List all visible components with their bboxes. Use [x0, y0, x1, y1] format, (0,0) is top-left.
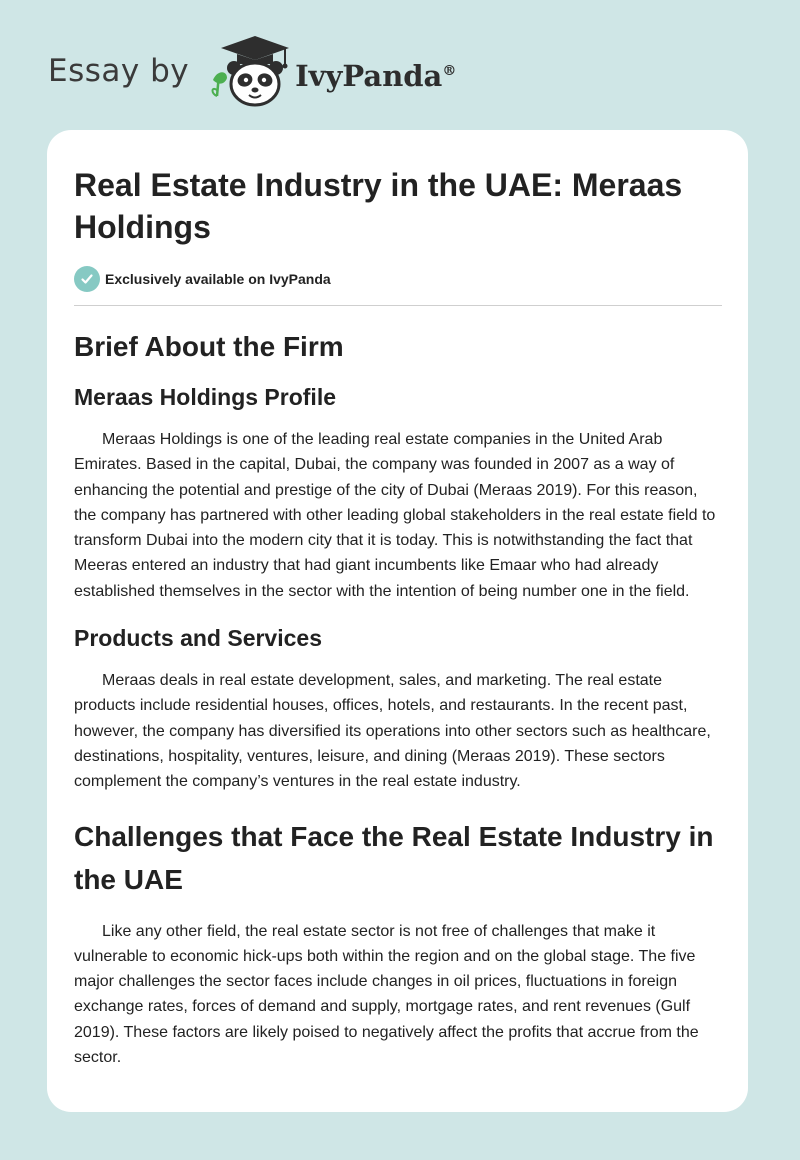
paragraph-challenges: Like any other field, the real estate sector is not free of challenges that make it vulnerable to economic hick-ups both within the region and on the global stage. The five major challenges the sector faces include changes in oil prices, fluctuations in foreign exchange rates, forces of demand and supply, mortgage rates, and rent revenues (Gulf 2019). These factors are likely poised to negatively affect the profits that accrue from the sector.	[74, 922, 699, 1067]
registered-mark: ®	[442, 63, 457, 79]
subheading-profile: Meraas Holdings Profile	[74, 384, 337, 410]
divider	[74, 305, 722, 306]
exclusive-badge-label: Exclusively available on IvyPanda	[105, 271, 331, 287]
subheading-products: Products and Services	[74, 625, 322, 652]
paragraph-products: Meraas deals in real estate development, sales, and marketing. The real estate products include residential houses, offices, hotels, and restaurants. In the recent past, however, the company has diversified its operations into other sectors such as healthcare, destinations, hospitality, ventures, leisure, and dining (Meraas 2019). These sectors complement the company’s ventures in the real estate industry.	[74, 672, 711, 791]
panda-graduate-icon[interactable]	[207, 34, 293, 108]
essay-by-label: Essay by	[48, 53, 190, 89]
essay-title: Real Estate Industry in the UAE: Meraas Holdings	[74, 167, 683, 245]
paragraph-profile: Meraas Holdings is one of the leading real estate companies in the United Arab Emirates. Based in the capital, Dubai, the company was founded in 2007 as a way of enhancing the potential and prestige of the city of Dubai (Meraas 2019). For this reason, the company has partnered with other leading global stakeholders in the real estate field to transform Dubai into the modern city that it is today. This is notwithstanding the fact that Meeras entered an industry that had giant incumbents like Emaar who had already established themselves in the sector with the intention of being number one in the field.	[74, 431, 716, 600]
exclusive-badge	[74, 266, 722, 292]
site-header	[48, 34, 456, 108]
check-circle-icon	[74, 266, 100, 292]
section-heading-challenges: Challenges that Face the Real Estate Industry in the UAE	[74, 820, 714, 895]
essay-card	[47, 130, 748, 1112]
section-heading-brief: Brief About the Firm	[74, 331, 344, 362]
brand-name[interactable]: IvyPanda®	[295, 59, 457, 93]
